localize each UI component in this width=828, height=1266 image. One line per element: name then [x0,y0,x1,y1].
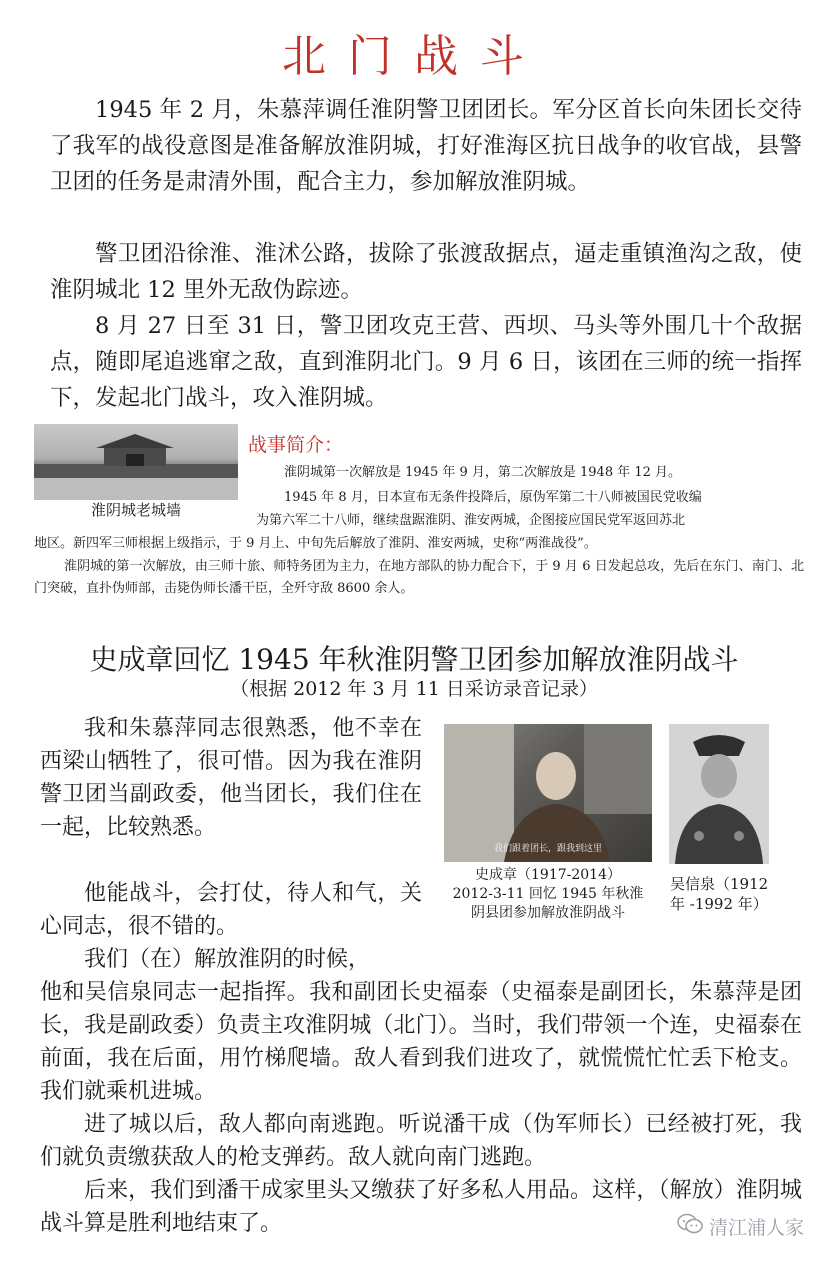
wu-caption [670,874,790,914]
shi-caption-line-3: 阴县团参加解放淮阴战斗 [471,905,625,921]
memoir-paragraph-3: 我们（在）解放淮阴的时候， [84,947,371,972]
shi-caption [430,866,666,923]
city-wall-caption: 淮阴城老城墙 [90,501,181,519]
summary-paragraph-2c: 地区。新四军三师根据上级指示，于 9 月上、中旬先后解放了淮阴、淮安两城，史称“两淮战役”。 [34,536,597,551]
wu-caption-line-1: 吴信泉（1912 [670,875,769,893]
summary-paragraph-3: 淮阴城的第一次解放，由三师十旅、师特务团为主力，在地方部队的协力配合下，于 9 月 6 日发起总攻，先后在东门、南门、北门突破，直扑伪师部，击毙伪师长潘干臣，全歼守敌 8600 余人。 [34,559,804,596]
memoir-title: 史成章回忆 1945 年秋淮阴警卫团参加解放淮阴战斗 [89,643,739,676]
intro-paragraph-2: 警卫团沿徐淮、淮沭公路，拔除了张渡敌据点，逼走重镇渔沟之敌，使淮阴城北 12 里外无敌伪踪迹。 [50,241,802,303]
summary-paragraph-2b: 为第六军二十八师，继续盘踞淮阴、淮安两城，企图接应国民党军返回苏北 [256,513,686,528]
memoir-paragraph-2: 他能战斗，会打仗，待人和气，关心同志，很不错的。 [40,881,422,939]
intro-paragraph-3: 8 月 27 日至 31 日，警卫团攻克王营、西坝、马头等外围几十个敌据点，随即尾追逃窜之敌，直到淮阴北门。9 月 6 日，该团在三师的统一指挥下，发起北门战斗，攻入淮阴城。 [50,313,802,411]
summary-paragraph-1: 淮阴城第一次解放是 1945 年 9 月，第二次解放是 1948 年 12 月。 [284,465,682,480]
shi-caption-line-2: 2012-3-11 回忆 1945 年秋淮 [452,886,644,902]
intro-paragraph-1: 1945 年 2 月，朱慕萍调任淮阴警卫团团长。军分区首长向朱团长交待了我军的战役意图是准备解放淮阴城，打好淮海区抗日战争的收官战，县警卫团的任务是肃清外围，配合主力，参加解放淮阴城。 [50,97,802,195]
summary-heading: 战事简介： [248,434,344,456]
memoir-paragraph-1: 我和朱慕萍同志很熟悉，他不幸在西梁山牺牲了，很可惜。因为我在淮阴警卫团当副政委，他当团长，我们住在一起，比较熟悉。 [40,716,422,840]
video-subtitle: 我们跟着团长，跟我到这里 [493,844,602,854]
memoir-paragraph-6: 后来，我们到潘干成家里头又缴获了好多私人用品。这样，（解放）淮阴城战斗算是胜利地结束了。 [40,1178,802,1236]
shi-caption-line-1: 史成章（1917-2014） [475,867,621,883]
wu-caption-line-2: 年 -1992 年） [670,895,768,913]
wu-xinquan-photo [669,724,769,864]
city-wall-illustration [34,424,238,500]
watermark-text: 清江浦人家 [708,1217,804,1239]
watermark [677,1213,804,1240]
uniform-portrait-illustration [669,724,769,864]
memoir-paragraph-4: 他和吴信泉同志一起指挥。我和副团长史福泰（史福泰是副团长，朱慕萍是团长，我是副政委）负责主攻淮阴城（北门）。当时，我们带领一个连，史福泰在前面，我在后面，用竹梯爬墙。敌人看到我们进攻了，就慌慌忙忙丢下枪支。我们就乘机进城。 [40,980,802,1104]
memoir-paragraph-5: 进了城以后，敌人都向南逃跑。听说潘干成（伪军师长）已经被打死，我们就负责缴获敌人的枪支弹药。敌人就向南门逃跑。 [40,1112,802,1170]
shi-chengzhang-photo [444,724,652,862]
memoir-subtitle: （根据 2012 年 3 月 11 日采访录音记录） [230,678,598,700]
summary-paragraph-2a: 1945 年 8 月，日本宣布无条件投降后，原伪军第二十八师被国民党收编 [284,490,702,505]
city-wall-photo [34,424,238,500]
page-title: 北门战斗 [282,31,546,82]
wechat-icon [677,1213,703,1240]
